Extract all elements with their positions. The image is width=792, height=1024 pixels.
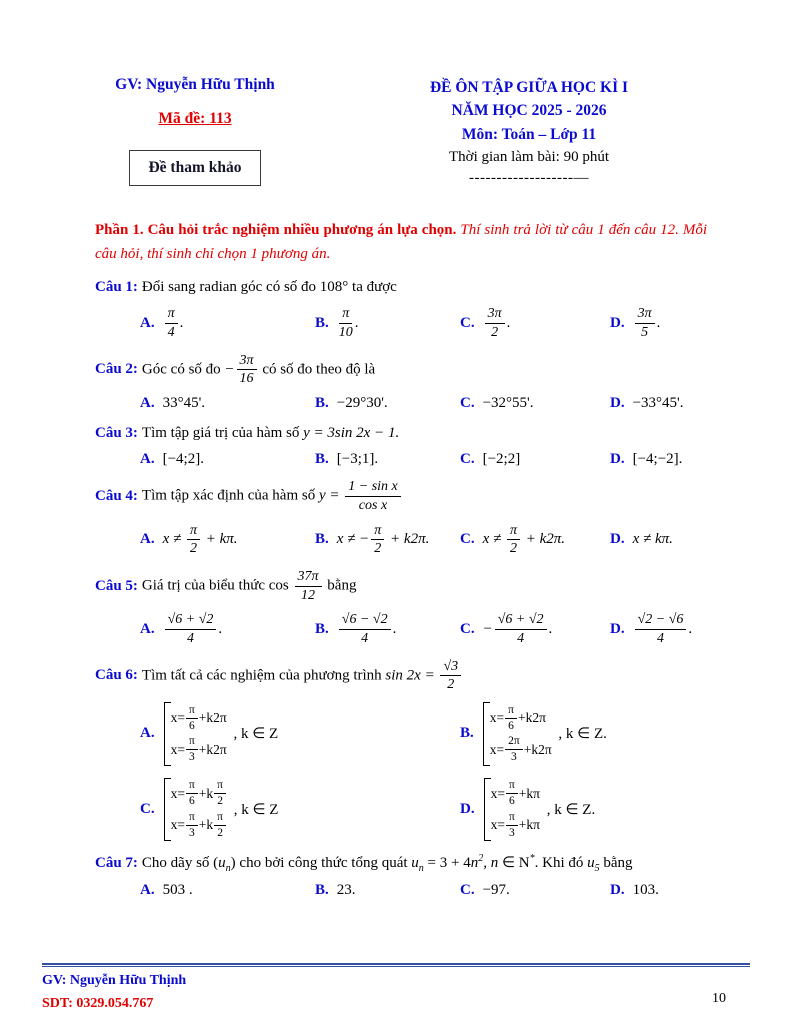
fraction — [165, 306, 178, 340]
text: −29°30'. — [336, 394, 388, 411]
option-letter: A. — [140, 531, 155, 548]
fraction-numerator: π — [506, 779, 518, 794]
answer-option — [610, 611, 734, 647]
text: [−4;−2]. — [632, 451, 683, 468]
option-content — [337, 882, 356, 899]
options-row — [140, 395, 734, 412]
math-text: n — [490, 855, 499, 872]
text: −97. — [482, 881, 510, 898]
equation-system — [164, 702, 227, 766]
text: 103. — [632, 881, 659, 898]
text: [−4;2]. — [162, 451, 204, 468]
answer-option — [460, 611, 610, 647]
fraction-numerator: π — [186, 704, 198, 719]
option-letter: A. — [140, 394, 155, 411]
option-content — [633, 305, 661, 341]
text: 503 . — [162, 881, 193, 898]
question-label: Câu 3: — [95, 424, 138, 441]
text: +k2π — [198, 741, 227, 757]
text: , k ∈ Z — [229, 801, 279, 818]
text: Đổi sang radian góc có số đo 108° ta được — [141, 278, 397, 295]
option-content — [483, 451, 521, 468]
equation-system-line — [171, 809, 227, 841]
math-text: + k2π. — [522, 531, 566, 548]
option-content — [633, 611, 693, 647]
answer-option — [140, 701, 460, 767]
question-stem — [95, 276, 734, 299]
answer-option — [460, 305, 610, 341]
answer-option — [140, 522, 315, 558]
math-text: y = — [318, 488, 344, 505]
option-letter: C. — [140, 800, 155, 817]
fraction-denominator: 2 — [217, 795, 223, 808]
option-letter: D. — [610, 394, 625, 411]
fraction-denominator: 6 — [189, 719, 195, 732]
question-label: Câu 5: — [95, 577, 138, 594]
fraction-numerator: π — [186, 779, 198, 794]
fraction-denominator: 4 — [187, 631, 194, 647]
options-row — [140, 611, 734, 647]
fraction-numerator: 1 − sin x — [345, 479, 401, 497]
equation-system-line — [171, 734, 227, 766]
fraction-numerator: 3π — [237, 353, 257, 371]
option-letter: D. — [460, 800, 475, 817]
math-text: x ≠ — [482, 531, 505, 548]
math-text: + k2π. — [386, 531, 430, 548]
option-content — [633, 531, 673, 548]
fraction — [186, 735, 198, 764]
header-right-block — [367, 76, 691, 189]
fraction-denominator: 4 — [167, 324, 175, 340]
question-label: Câu 2: — [95, 361, 138, 378]
answer-option — [315, 522, 460, 558]
exam-header — [0, 0, 792, 189]
option-letter: D. — [610, 621, 625, 638]
fraction-numerator: π — [186, 811, 198, 826]
fraction-numerator: π — [507, 523, 520, 541]
option-content — [633, 395, 684, 412]
fraction — [339, 612, 391, 646]
text: . — [179, 314, 184, 331]
text: bằng — [599, 855, 633, 872]
page-footer — [42, 963, 750, 1012]
fraction-numerator: π — [214, 811, 226, 826]
fraction — [495, 612, 547, 646]
fraction-denominator: 4 — [657, 631, 664, 647]
equation-system — [483, 702, 552, 766]
math-text: sin 2x = — [385, 667, 439, 684]
text: +k — [198, 785, 214, 801]
text: [−2;2] — [482, 451, 521, 468]
answer-option — [460, 701, 734, 767]
answer-option — [460, 522, 610, 558]
fraction — [505, 704, 517, 733]
text: . Khi đó — [534, 855, 588, 872]
option-letter: A. — [140, 881, 155, 898]
option-content — [483, 882, 510, 899]
fraction-denominator: 6 — [189, 795, 195, 808]
question-stem — [95, 852, 734, 875]
text: +k2π — [198, 710, 227, 726]
question — [95, 478, 734, 558]
exam-title-line1: ĐỀ ÔN TẬP GIỮA HỌC KÌ I — [429, 79, 629, 96]
text: . — [688, 621, 693, 638]
subscript: 5 — [594, 863, 600, 875]
option-letter: A. — [140, 314, 155, 331]
fraction-numerator: √6 − √2 — [339, 612, 391, 630]
text: cos — [268, 577, 293, 594]
options-row — [140, 451, 734, 468]
section-title: Phần 1. Câu hỏi trắc nghiệm nhiều phương án lựa chọn. — [95, 222, 457, 239]
text: +kπ — [518, 817, 540, 833]
option-letter: B. — [460, 725, 474, 742]
fraction — [295, 569, 322, 603]
text: [−3;1]. — [336, 451, 379, 468]
question — [95, 352, 734, 412]
answer-option — [610, 451, 734, 468]
option-letter: D. — [610, 881, 625, 898]
answer-option — [460, 451, 610, 468]
question — [95, 276, 734, 342]
option-letter: B. — [315, 451, 329, 468]
fraction-denominator: 2 — [374, 541, 382, 557]
fraction-denominator: 4 — [361, 631, 369, 647]
footer-rule — [42, 963, 750, 967]
math-text: u — [587, 855, 595, 872]
header-left-block — [55, 76, 335, 189]
question — [95, 568, 734, 648]
questions-list — [95, 276, 734, 899]
fraction — [371, 523, 384, 557]
question-label: Câu 4: — [95, 488, 138, 505]
answer-option — [460, 395, 610, 412]
option-content — [483, 522, 565, 558]
text: . — [548, 621, 553, 638]
text: x= — [170, 741, 185, 757]
text: . — [506, 314, 511, 331]
fraction-denominator: 5 — [641, 324, 649, 340]
text: Tìm tất cả các nghiệm của phương trình — [141, 667, 386, 684]
fraction-denominator: 3 — [189, 826, 195, 839]
answer-option — [140, 305, 315, 341]
divider-dashes: -------------------— — [469, 170, 589, 187]
text: có số đo theo độ là — [258, 361, 376, 378]
answer-option — [460, 777, 734, 843]
options-row — [140, 305, 734, 341]
equation-system — [164, 778, 227, 842]
fraction-denominator: cos x — [358, 498, 388, 514]
option-content — [163, 777, 279, 843]
fraction — [186, 779, 198, 808]
text: x= — [489, 741, 505, 757]
question-stem — [95, 478, 734, 514]
text: −33°45'. — [632, 394, 684, 411]
exam-content — [0, 219, 792, 898]
exam-subject: Môn: Toán – Lớp 11 — [461, 125, 597, 143]
question — [95, 658, 734, 842]
text: 33°45'. — [162, 394, 206, 411]
question — [95, 852, 734, 899]
math-text: x ≠ — [162, 531, 185, 548]
equation-system-line — [490, 734, 552, 766]
equation-system — [484, 778, 540, 842]
fraction — [440, 659, 461, 693]
option-content — [483, 611, 553, 647]
subscript: n — [418, 863, 424, 875]
fraction-numerator: π — [339, 306, 352, 324]
question-stem — [95, 422, 734, 445]
footer-phone: SDT: 0329.054.767 — [42, 996, 154, 1011]
option-content — [337, 395, 388, 412]
text: , k ∈ Z. — [554, 726, 607, 743]
text: +k2π — [523, 741, 552, 757]
fraction-denominator: 12 — [301, 587, 316, 603]
text: x= — [170, 785, 185, 801]
fraction-numerator: √6 + √2 — [495, 612, 547, 630]
question — [95, 422, 734, 469]
text: Tìm tập xác định của hàm số — [141, 488, 319, 505]
question-label: Câu 6: — [95, 667, 138, 684]
fraction-denominator: 3 — [189, 751, 195, 764]
fraction — [506, 779, 518, 808]
subscript: n — [225, 863, 231, 875]
answer-option — [140, 395, 315, 412]
text: , — [483, 855, 491, 872]
option-letter: B. — [315, 314, 329, 331]
option-content — [633, 451, 683, 468]
option-letter: D. — [610, 531, 625, 548]
fraction — [186, 811, 198, 840]
fraction-numerator: 37π — [295, 569, 322, 587]
text: −32°55'. — [482, 394, 534, 411]
fraction-numerator: √3 — [440, 659, 461, 677]
answer-option — [315, 451, 460, 468]
option-content — [337, 611, 397, 647]
math-text: x ≠ kπ. — [632, 531, 673, 548]
text: x= — [170, 817, 185, 833]
fraction-denominator: 6 — [508, 719, 514, 732]
answer-option — [315, 611, 460, 647]
fraction-numerator: π — [371, 523, 384, 541]
text: . — [656, 314, 661, 331]
math-text: − — [224, 361, 235, 378]
option-content — [163, 305, 184, 341]
fraction-denominator: 2 — [447, 677, 455, 693]
fraction — [635, 612, 687, 646]
text: ∈ N — [498, 855, 530, 872]
text: , k ∈ Z. — [542, 801, 596, 818]
equation-system-line — [171, 778, 227, 810]
option-letter: C. — [460, 531, 475, 548]
section-heading — [95, 219, 707, 266]
option-letter: C. — [460, 621, 475, 638]
fraction-denominator: 2 — [491, 324, 499, 340]
math-text: + kπ. — [202, 531, 238, 548]
fraction — [165, 612, 217, 646]
text: 23. — [336, 881, 356, 898]
section-instructions: Thí sinh trả lời từ câu 1 đến câu 12. Mỗi câu hỏi, thí sinh chỉ chọn 1 phương án. — [95, 222, 707, 262]
text: Giá trị của biểu thức — [141, 577, 269, 594]
option-letter: B. — [315, 394, 329, 411]
math-text: y = 3sin 2x − 1. — [303, 424, 400, 441]
question-label: Câu 1: — [95, 278, 138, 295]
answer-option — [610, 531, 734, 548]
option-letter: A. — [140, 621, 155, 638]
question-stem — [95, 658, 734, 694]
answer-option — [315, 395, 460, 412]
option-letter: D. — [610, 314, 625, 331]
fraction — [186, 704, 198, 733]
text: . — [218, 621, 223, 638]
footer-teacher: GV: Nguyễn Hữu Thịnh — [42, 973, 187, 988]
fraction-denominator: 6 — [509, 795, 515, 808]
option-content — [163, 451, 204, 468]
option-letter: D. — [610, 451, 625, 468]
text: Cho dãy số ( — [141, 855, 219, 872]
text: bằng — [323, 577, 357, 594]
answer-option — [460, 882, 610, 899]
text: = 3 + 4 — [423, 855, 471, 872]
fraction-numerator: π — [186, 735, 198, 750]
fraction-denominator: 2 — [509, 541, 517, 557]
equation-system-line — [171, 702, 227, 734]
fraction — [485, 306, 505, 340]
options-row — [140, 522, 734, 558]
options-row — [140, 882, 734, 899]
fraction-numerator: π — [214, 779, 226, 794]
equation-system-line — [491, 778, 540, 810]
option-content — [163, 701, 279, 767]
fraction-denominator: 2 — [189, 541, 197, 557]
text: . — [354, 314, 359, 331]
text: Góc có số đo — [141, 361, 225, 378]
equation-system-line — [491, 809, 540, 841]
answer-option — [610, 305, 734, 341]
answer-option — [140, 611, 315, 647]
text: , k ∈ Z — [229, 726, 279, 743]
answer-option — [140, 882, 315, 899]
math-text: u — [218, 855, 226, 872]
fraction-denominator: 16 — [239, 371, 254, 387]
text: ) cho bởi công thức tổng quát — [230, 855, 412, 872]
answer-option — [610, 395, 734, 412]
math-text: − — [482, 621, 493, 638]
superscript: * — [529, 853, 535, 865]
fraction — [187, 523, 200, 557]
text: x= — [490, 817, 505, 833]
option-letter: B. — [315, 881, 329, 898]
fraction — [635, 306, 655, 340]
answer-option — [315, 305, 460, 341]
option-content — [163, 522, 238, 558]
fraction-denominator: 3 — [511, 751, 517, 764]
options-row — [140, 701, 734, 842]
fraction — [507, 523, 520, 557]
question-label: Câu 7: — [95, 855, 138, 872]
fraction — [214, 779, 226, 808]
text: x= — [489, 710, 505, 726]
text: +kπ — [518, 785, 540, 801]
math-text: u — [411, 855, 419, 872]
option-letter: C. — [460, 394, 475, 411]
fraction-numerator: π — [165, 306, 178, 324]
fraction-numerator: π — [187, 523, 200, 541]
fraction — [214, 811, 226, 840]
fraction — [339, 306, 353, 340]
option-letter: C. — [460, 881, 475, 898]
teacher-name: GV: Nguyễn Hữu Thịnh — [115, 76, 275, 93]
option-content — [482, 701, 607, 767]
fraction-denominator: 3 — [509, 826, 515, 839]
exam-title-line2: NĂM HỌC 2025 - 2026 — [451, 102, 607, 120]
option-letter: B. — [315, 621, 329, 638]
question-stem — [95, 568, 734, 604]
fraction — [506, 811, 518, 840]
option-content — [483, 305, 511, 341]
fraction-denominator: 10 — [338, 324, 353, 340]
math-text: n — [470, 855, 479, 872]
text: Tìm tập giá trị của hàm số — [141, 424, 304, 441]
answer-option — [140, 777, 460, 843]
option-content — [163, 395, 205, 412]
text: +k2π — [517, 710, 546, 726]
text: x= — [170, 710, 185, 726]
fraction-numerator: √2 − √6 — [635, 612, 687, 630]
option-content — [337, 522, 430, 558]
fraction — [345, 479, 401, 513]
fraction-numerator: 3π — [485, 306, 505, 324]
option-letter: A. — [140, 451, 155, 468]
equation-system-line — [490, 702, 546, 734]
option-content — [163, 611, 223, 647]
fraction-denominator: 4 — [517, 631, 525, 647]
fraction-numerator: 2π — [505, 735, 523, 750]
option-letter: C. — [460, 314, 475, 331]
fraction-numerator: π — [506, 811, 518, 826]
option-letter: A. — [140, 725, 155, 742]
fraction-numerator: π — [505, 704, 517, 719]
option-content — [483, 395, 534, 412]
option-content — [483, 777, 596, 843]
fraction-numerator: 3π — [635, 306, 655, 324]
text: x= — [490, 785, 505, 801]
text: . — [392, 621, 397, 638]
exam-code: Mã đề: 113 — [158, 110, 232, 127]
exam-duration: Thời gian làm bài: 90 phút — [449, 148, 609, 165]
superscript: 2 — [478, 853, 484, 865]
option-content — [337, 451, 378, 468]
fraction-numerator: √6 + √2 — [165, 612, 217, 630]
page-number: 10 — [712, 991, 726, 1006]
math-text: x ≠ − — [336, 531, 370, 548]
fraction — [505, 735, 523, 764]
option-content — [633, 882, 659, 899]
option-content — [337, 305, 359, 341]
fraction — [237, 353, 257, 387]
option-letter: C. — [460, 451, 475, 468]
reference-box: Đề tham khảo — [129, 150, 260, 186]
answer-option — [315, 882, 460, 899]
option-content — [163, 882, 193, 899]
question-stem — [95, 352, 734, 388]
text: +k — [198, 817, 214, 833]
answer-option — [610, 882, 734, 899]
fraction-denominator: 2 — [217, 826, 223, 839]
option-letter: B. — [315, 531, 329, 548]
answer-option — [140, 451, 315, 468]
